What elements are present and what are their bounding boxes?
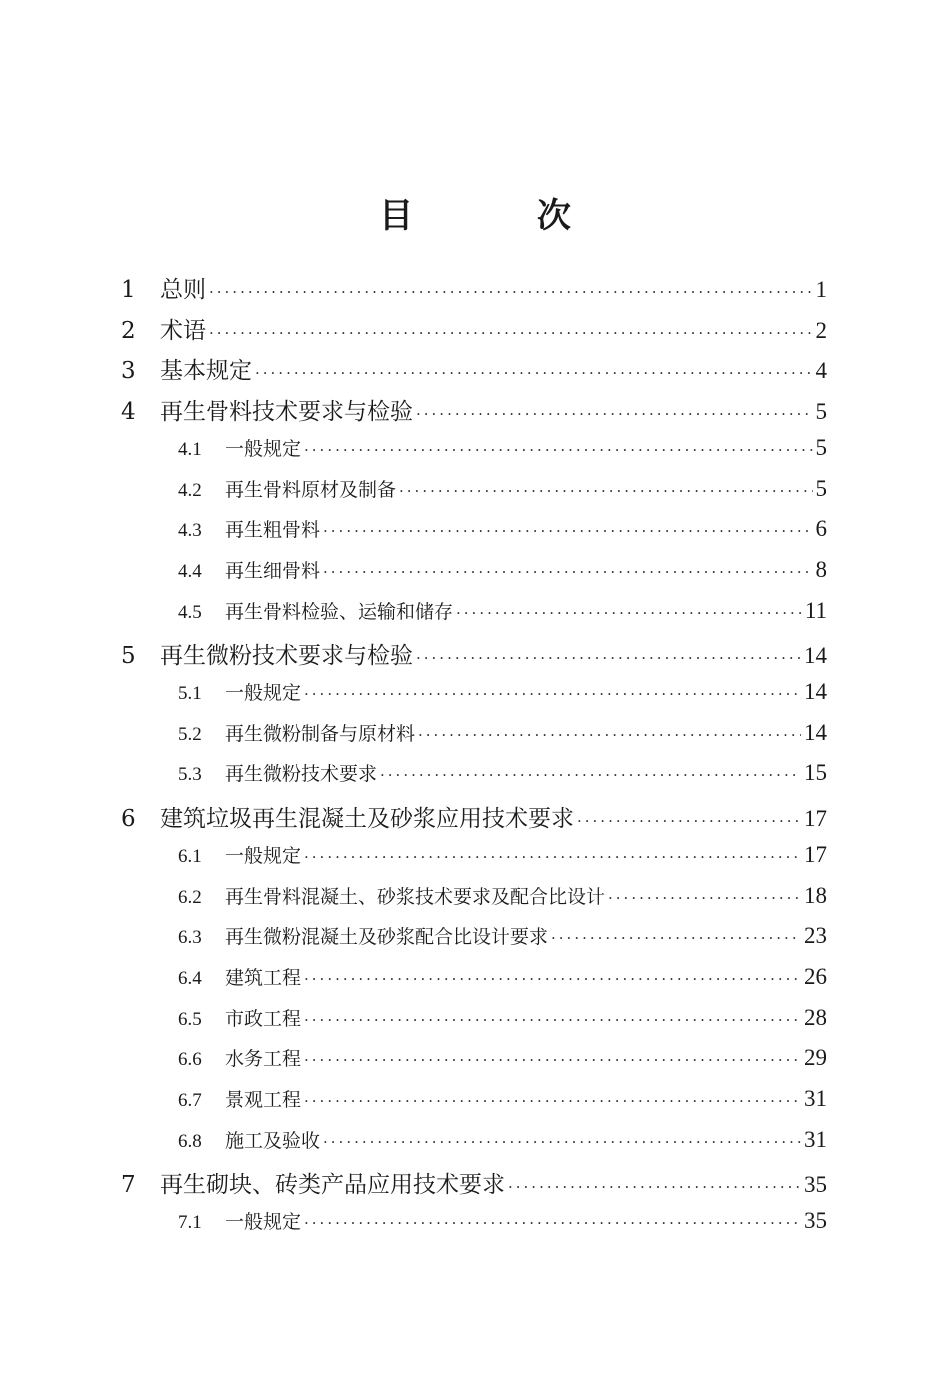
toc-entry[interactable] bbox=[178, 678, 827, 719]
toc-dot-leader bbox=[255, 364, 813, 382]
toc-entry-label: 再生骨料原材及制备 bbox=[225, 478, 397, 501]
toc-entry-label: 市政工程 bbox=[225, 1007, 302, 1030]
toc-entry[interactable] bbox=[121, 312, 827, 353]
toc-entry[interactable] bbox=[178, 556, 827, 597]
toc-entry-page: 18 bbox=[804, 882, 827, 908]
toc-dot-leader bbox=[304, 685, 801, 703]
toc-entry-number: 6.8 bbox=[178, 1130, 202, 1152]
toc-entry[interactable] bbox=[178, 1126, 827, 1167]
toc-entry[interactable] bbox=[178, 515, 827, 556]
toc-entry-label: 再生骨料检验、运输和储存 bbox=[225, 600, 454, 623]
toc-entry-page: 14 bbox=[804, 679, 827, 704]
toc-entry-page: 5 bbox=[815, 434, 827, 460]
toc-entry-number: 5.1 bbox=[178, 683, 202, 704]
toc-dot-leader bbox=[304, 1092, 801, 1110]
toc-entry-page: 26 bbox=[804, 963, 827, 989]
toc-entry-number: 4.1 bbox=[178, 438, 202, 460]
toc-dot-leader bbox=[323, 1133, 801, 1151]
toc-entry-number: 7.1 bbox=[178, 1212, 202, 1234]
toc-entry[interactable] bbox=[178, 719, 827, 760]
toc-entry-number: 4 bbox=[121, 399, 136, 426]
toc-entry-number: 6.5 bbox=[178, 1008, 202, 1030]
toc-entry[interactable] bbox=[178, 1044, 827, 1085]
toc-entry-number: 1 bbox=[121, 277, 136, 303]
toc-entry[interactable] bbox=[178, 922, 827, 963]
toc-entry-page: 6 bbox=[815, 516, 827, 542]
toc-dot-leader bbox=[418, 726, 801, 744]
toc-entry-page: 23 bbox=[804, 923, 827, 949]
toc-dot-leader bbox=[399, 482, 812, 500]
toc-dot-leader bbox=[304, 848, 801, 866]
toc-dot-leader bbox=[416, 405, 813, 423]
toc-entry-number: 6.7 bbox=[178, 1090, 202, 1111]
toc-entry-label: 再生骨料技术要求与检验 bbox=[160, 399, 413, 426]
toc-entry[interactable] bbox=[178, 597, 827, 638]
toc-entry-page: 29 bbox=[804, 1045, 827, 1071]
toc-dot-leader bbox=[323, 563, 812, 581]
toc-entry-number: 2 bbox=[121, 317, 136, 344]
page-title: 目 次 bbox=[379, 196, 627, 236]
toc-entry-label: 术语 bbox=[160, 317, 206, 344]
toc-entry-label: 再生微粉技术要求 bbox=[225, 763, 378, 786]
toc-entry-page: 4 bbox=[815, 358, 827, 384]
toc-entry-page: 31 bbox=[804, 1126, 827, 1152]
toc-entry-label: 建筑工程 bbox=[225, 966, 302, 989]
toc-entry-label: 建筑垃圾再生混凝土及砂浆应用技术要求 bbox=[160, 806, 574, 833]
toc-dot-leader bbox=[508, 1178, 801, 1196]
toc-entry-page: 14 bbox=[804, 719, 827, 745]
toc-entry-label: 水务工程 bbox=[225, 1048, 302, 1071]
toc-entry-page: 15 bbox=[804, 760, 827, 786]
toc-dot-leader bbox=[304, 1214, 801, 1232]
toc-entry[interactable] bbox=[178, 475, 827, 516]
toc-entry-page: 11 bbox=[804, 597, 827, 623]
toc-entry-page: 14 bbox=[804, 643, 827, 669]
toc-entry-label: 再生细骨料 bbox=[225, 559, 321, 582]
toc-entry-number: 6.4 bbox=[178, 967, 202, 989]
toc-entry[interactable] bbox=[178, 1207, 827, 1248]
toc-entry-label: 一般规定 bbox=[225, 1211, 302, 1234]
toc-entry-number: 6.6 bbox=[178, 1049, 202, 1071]
toc-entry-number: 6.3 bbox=[178, 927, 202, 949]
toc-entry[interactable] bbox=[178, 882, 827, 923]
toc-dot-leader bbox=[416, 649, 801, 667]
toc-dot-leader bbox=[608, 889, 801, 907]
toc-entry-page: 5 bbox=[815, 399, 827, 425]
toc-entry-label: 基本规定 bbox=[160, 358, 252, 385]
toc-entry-label: 再生骨料混凝土、砂浆技术要求及配合比设计 bbox=[225, 885, 606, 908]
toc-dot-leader bbox=[209, 324, 813, 342]
toc-dot-leader bbox=[209, 283, 813, 301]
toc-entry-number: 6.2 bbox=[178, 886, 202, 908]
toc-entry-number: 7 bbox=[121, 1172, 136, 1199]
toc-entry-page: 8 bbox=[815, 556, 827, 582]
toc-entry-number: 5.2 bbox=[178, 723, 202, 745]
toc-entry-page: 17 bbox=[804, 806, 827, 832]
toc-entry[interactable] bbox=[178, 1085, 827, 1126]
toc-entry[interactable] bbox=[121, 352, 827, 393]
toc-entry-number: 4.5 bbox=[178, 601, 202, 623]
toc-dot-leader bbox=[304, 1051, 801, 1069]
toc-entry-number: 3 bbox=[121, 358, 136, 385]
toc-entry[interactable] bbox=[178, 963, 827, 1004]
toc-dot-leader bbox=[577, 812, 801, 830]
toc-entry-page: 5 bbox=[815, 475, 827, 501]
toc-dot-leader bbox=[380, 766, 801, 784]
toc-entry[interactable] bbox=[178, 841, 827, 882]
toc-entry-number: 6.1 bbox=[178, 845, 202, 867]
toc-entry[interactable] bbox=[121, 1166, 827, 1207]
toc-entry[interactable] bbox=[121, 800, 827, 841]
toc-entry-label: 再生粗骨料 bbox=[225, 519, 321, 542]
toc-entry-page: 35 bbox=[804, 1208, 827, 1234]
toc-entry-page: 2 bbox=[815, 317, 827, 343]
toc-dot-leader bbox=[304, 441, 812, 459]
toc-entry-label: 再生微粉制备与原材料 bbox=[225, 722, 416, 745]
toc-entry-number: 5 bbox=[121, 643, 136, 670]
toc-entry[interactable] bbox=[121, 271, 827, 312]
toc-entry[interactable] bbox=[121, 393, 827, 434]
toc-entry[interactable] bbox=[178, 759, 827, 800]
toc-dot-leader bbox=[304, 970, 801, 988]
toc-entry-label: 再生微粉混凝土及砂浆配合比设计要求 bbox=[225, 926, 549, 949]
toc-dot-leader bbox=[304, 1011, 801, 1029]
toc-entry-label: 再生砌块、砖类产品应用技术要求 bbox=[160, 1172, 505, 1199]
toc-entry-page: 35 bbox=[804, 1172, 827, 1198]
toc-entry-number: 4.2 bbox=[178, 479, 202, 501]
toc-entry-label: 总则 bbox=[160, 277, 206, 303]
toc-entry-label: 再生微粉技术要求与检验 bbox=[160, 643, 413, 670]
toc-entry-label: 一般规定 bbox=[225, 437, 302, 460]
toc-entry-number: 6 bbox=[121, 806, 136, 833]
toc-entry-number: 4.3 bbox=[178, 520, 202, 542]
toc-entry-page: 28 bbox=[804, 1004, 827, 1030]
toc-entry-number: 4.4 bbox=[178, 560, 202, 582]
toc-entry-page: 17 bbox=[804, 841, 827, 867]
toc-entry-label: 景观工程 bbox=[225, 1089, 302, 1111]
toc-dot-leader bbox=[551, 929, 801, 947]
toc-entry[interactable] bbox=[121, 637, 827, 678]
toc-entry-page: 31 bbox=[804, 1086, 827, 1111]
toc-entry-label: 施工及验收 bbox=[225, 1129, 321, 1152]
toc-dot-leader bbox=[323, 522, 812, 540]
toc-entry[interactable] bbox=[178, 1004, 827, 1045]
toc-entry-page: 1 bbox=[815, 277, 827, 302]
toc-entry-number: 5.3 bbox=[178, 764, 202, 786]
toc-dot-leader bbox=[456, 604, 802, 622]
toc-entry-label: 一般规定 bbox=[225, 844, 302, 867]
toc-entry[interactable] bbox=[178, 434, 827, 475]
toc-entry-label: 一般规定 bbox=[225, 682, 302, 704]
